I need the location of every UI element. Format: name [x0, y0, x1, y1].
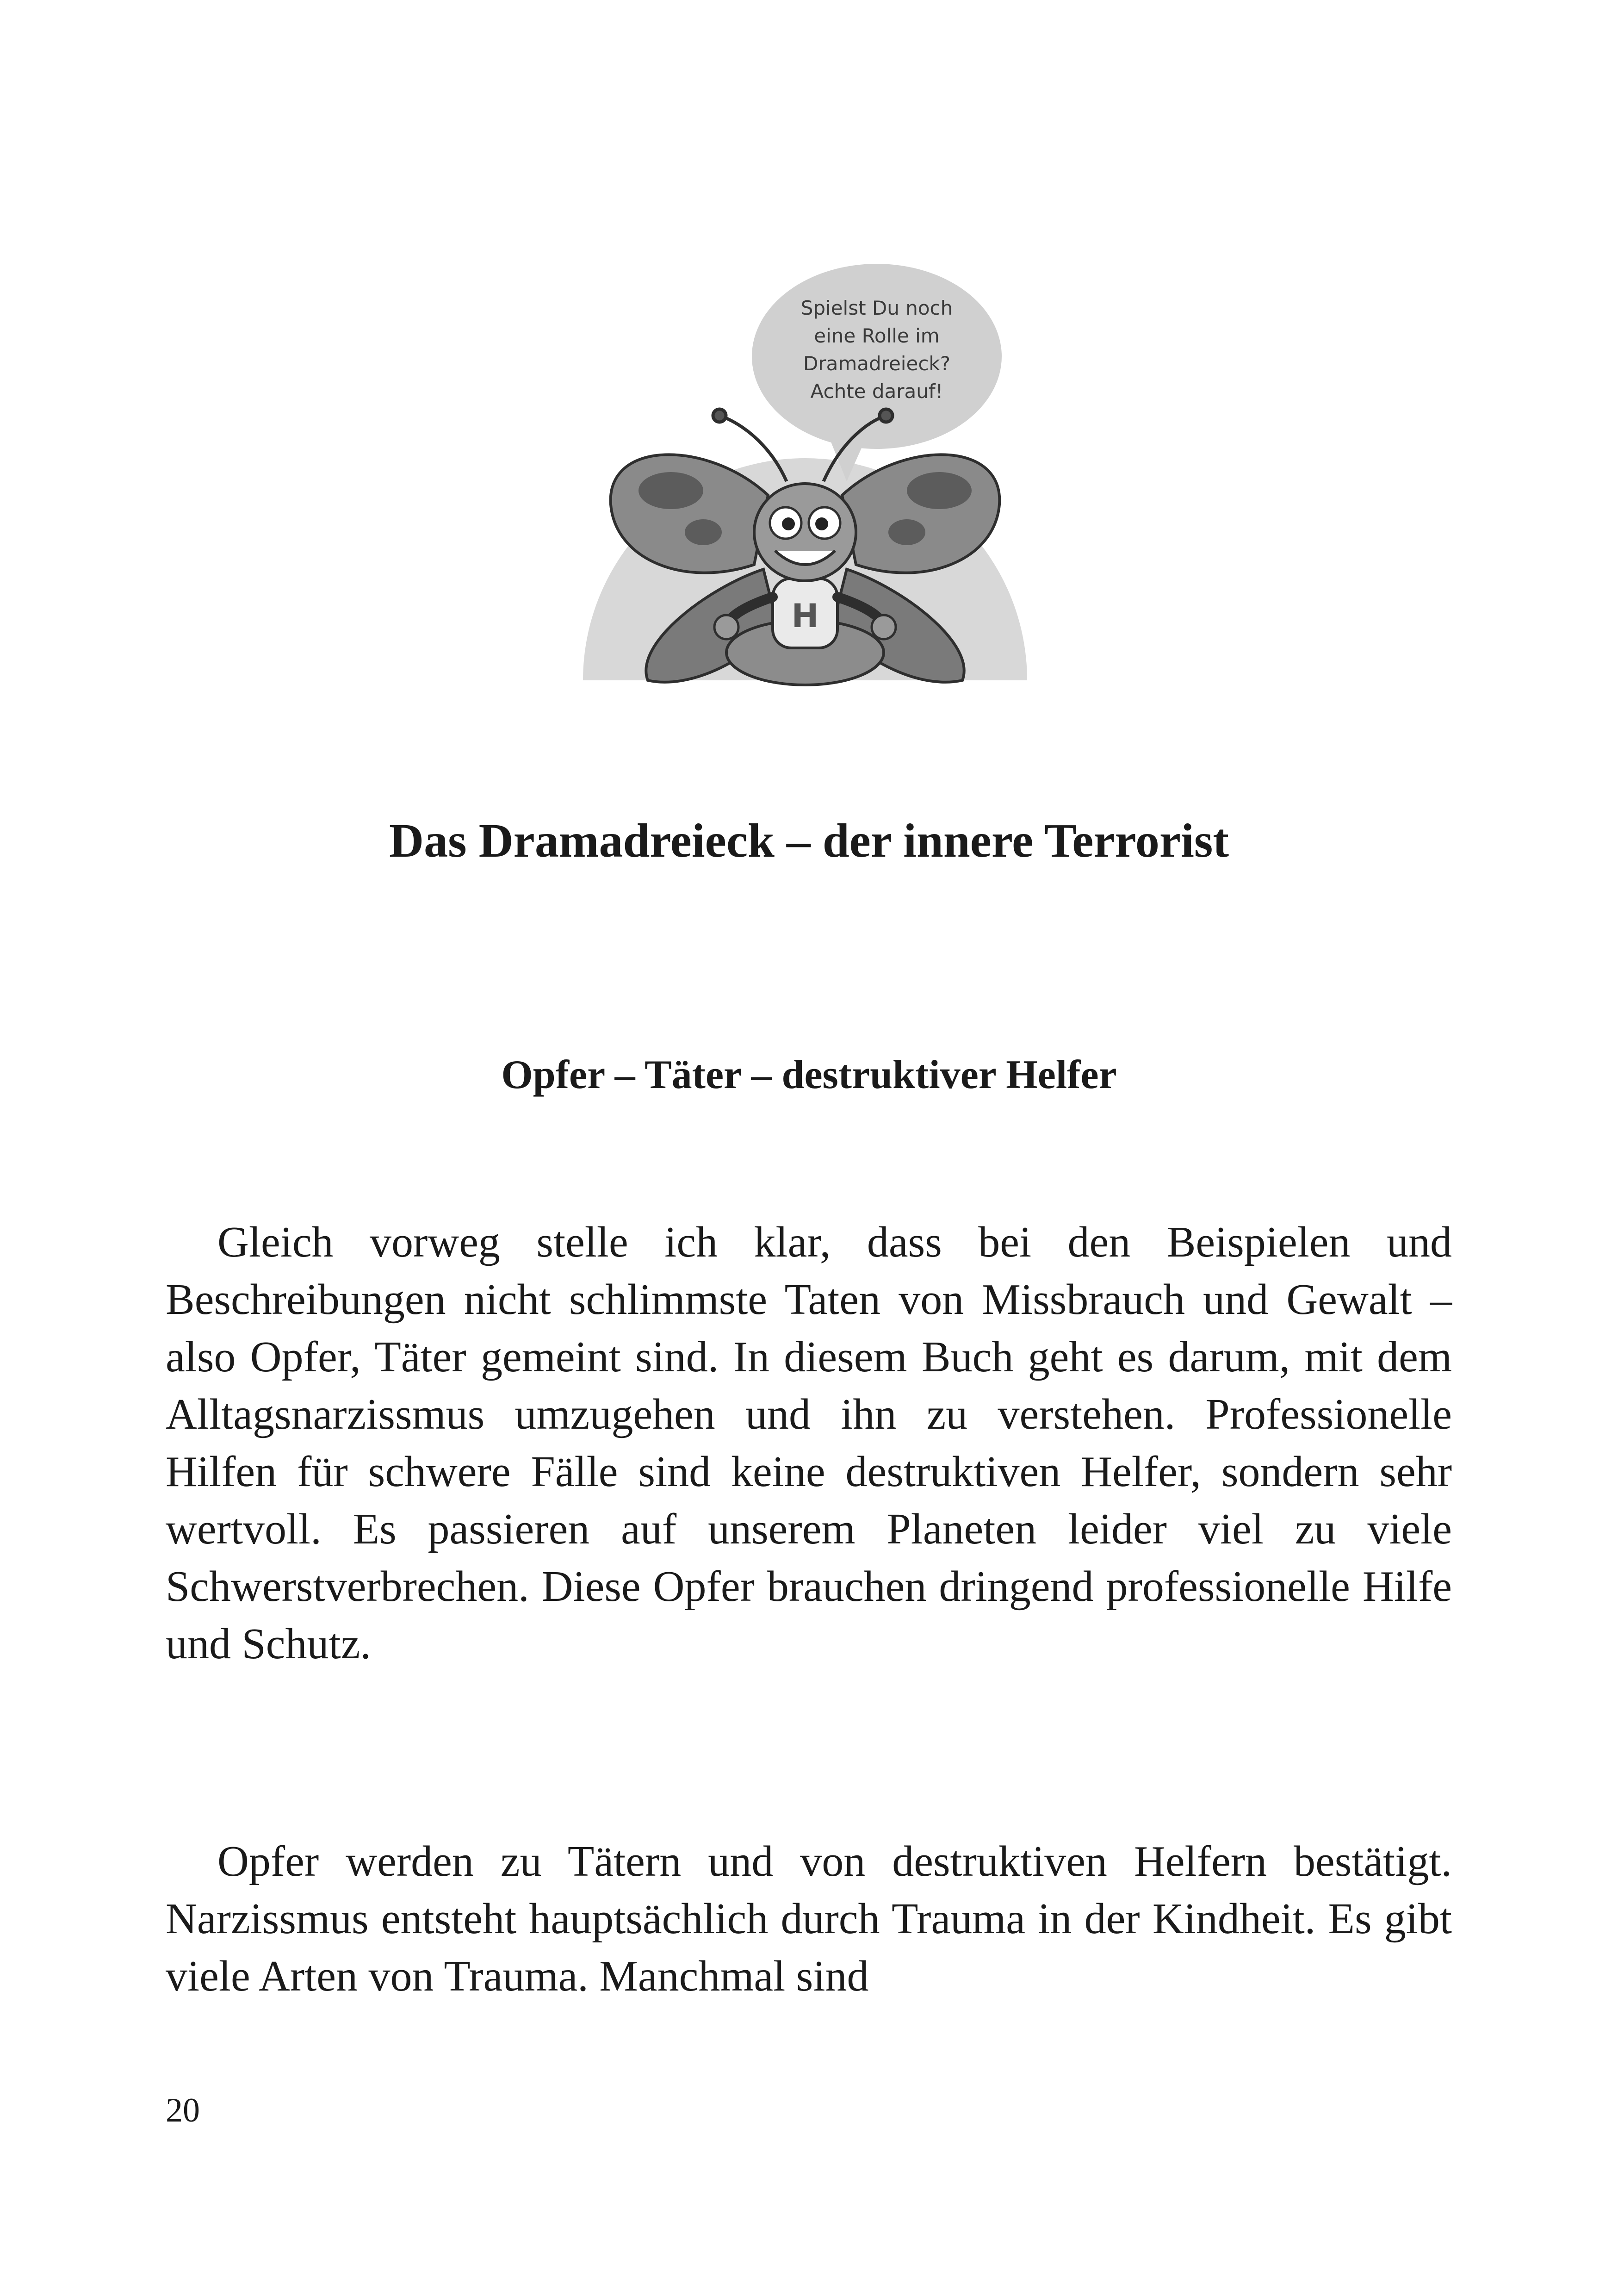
page-number: 20 — [166, 2091, 200, 2129]
shirt-letter: H — [791, 597, 819, 635]
chapter-title: Das Dramadreieck – der innere Terrorist — [389, 814, 1229, 867]
body-paragraph-2: Opfer werden zu Tätern und von destruktiven Helfern bestätigt. Narzissmus entsteht hauptsächlich durch Trauma in der Kindheit. Es gibt viele Arten von Trauma. Manchmal sind — [166, 1837, 1452, 2000]
speech-bubble-line-4: Achte darauf! — [810, 380, 943, 403]
speech-bubble-line-3: Dramadreieck? — [803, 352, 951, 375]
butterfly-illustration — [569, 264, 1041, 717]
speech-bubble-line-2: eine Rolle im — [814, 324, 940, 347]
speech-bubble — [752, 264, 1002, 481]
section-title: Opfer – Täter – destruktiver Helfer — [501, 1052, 1117, 1097]
body-paragraph-1: Gleich vorweg stelle ich klar, dass bei den Beispielen und Beschreibungen nicht schlimmste Taten von Missbrauch und Gewalt – also Opfer, Täter gemeint sind. In diesem Buch geht es darum, mit dem Alltagsnarzissmus umzugehen und ihn zu verstehen. Professionelle Hilfen für schwere Fälle sind keine destruktiven Helfer, sondern sehr wertvoll. Es passieren auf unserem Planeten leider viel zu viele Schwerstverbrechen. Diese Opfer brauchen dringend professionelle Hilfe und Schutz. — [166, 1218, 1452, 1668]
speech-bubble-line-1: Spielst Du noch — [800, 297, 953, 319]
butterfly-head — [754, 484, 856, 581]
